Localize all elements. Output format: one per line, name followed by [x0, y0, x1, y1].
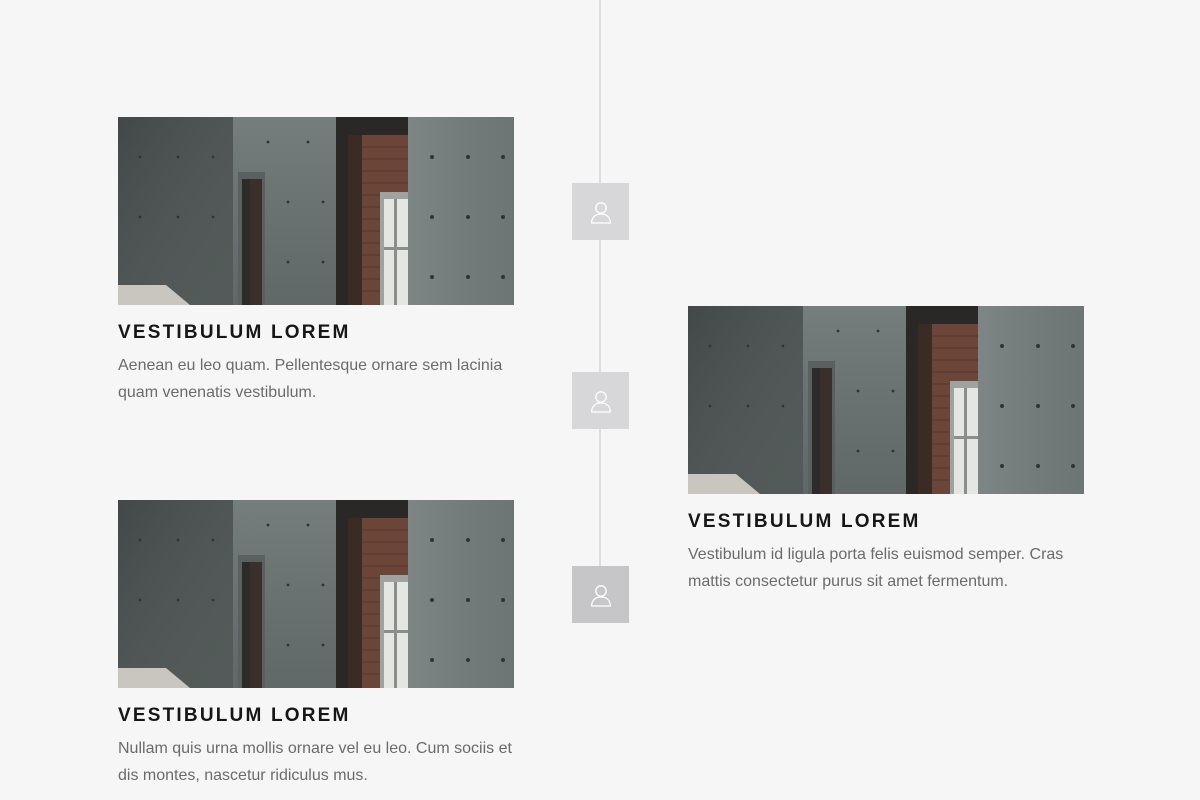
entry-title: VESTIBULUM LOREM: [688, 511, 921, 532]
timeline-node-2: [572, 372, 629, 429]
concrete-building-photo: [688, 306, 1084, 494]
entry-text: Aenean eu leo quam. Pellentesque ornare sem lacinia quam venenatis vestibulum.: [118, 357, 503, 401]
entry-text: Vestibulum id ligula porta felis euismod semper. Cras mattis consectetur purus sit amet fermentum.: [688, 546, 1064, 590]
concrete-building-photo: [118, 500, 514, 688]
concrete-building-photo: [118, 117, 514, 305]
timeline-node-1: [572, 183, 629, 240]
user-icon: [587, 198, 615, 226]
timeline-entry: [118, 117, 514, 406]
timeline-entry: [688, 306, 1084, 595]
user-icon: [587, 387, 615, 415]
timeline-node-3: [572, 566, 629, 623]
timeline-entry: [118, 500, 514, 789]
entry-title: VESTIBULUM LOREM: [118, 322, 351, 343]
entry-text: Nullam quis urna mollis ornare vel eu leo. Cum sociis et dis montes, nascetur ridiculus mus.: [118, 740, 512, 784]
user-icon: [587, 581, 615, 609]
timeline-line: [599, 0, 601, 595]
entry-title: VESTIBULUM LOREM: [118, 705, 351, 726]
